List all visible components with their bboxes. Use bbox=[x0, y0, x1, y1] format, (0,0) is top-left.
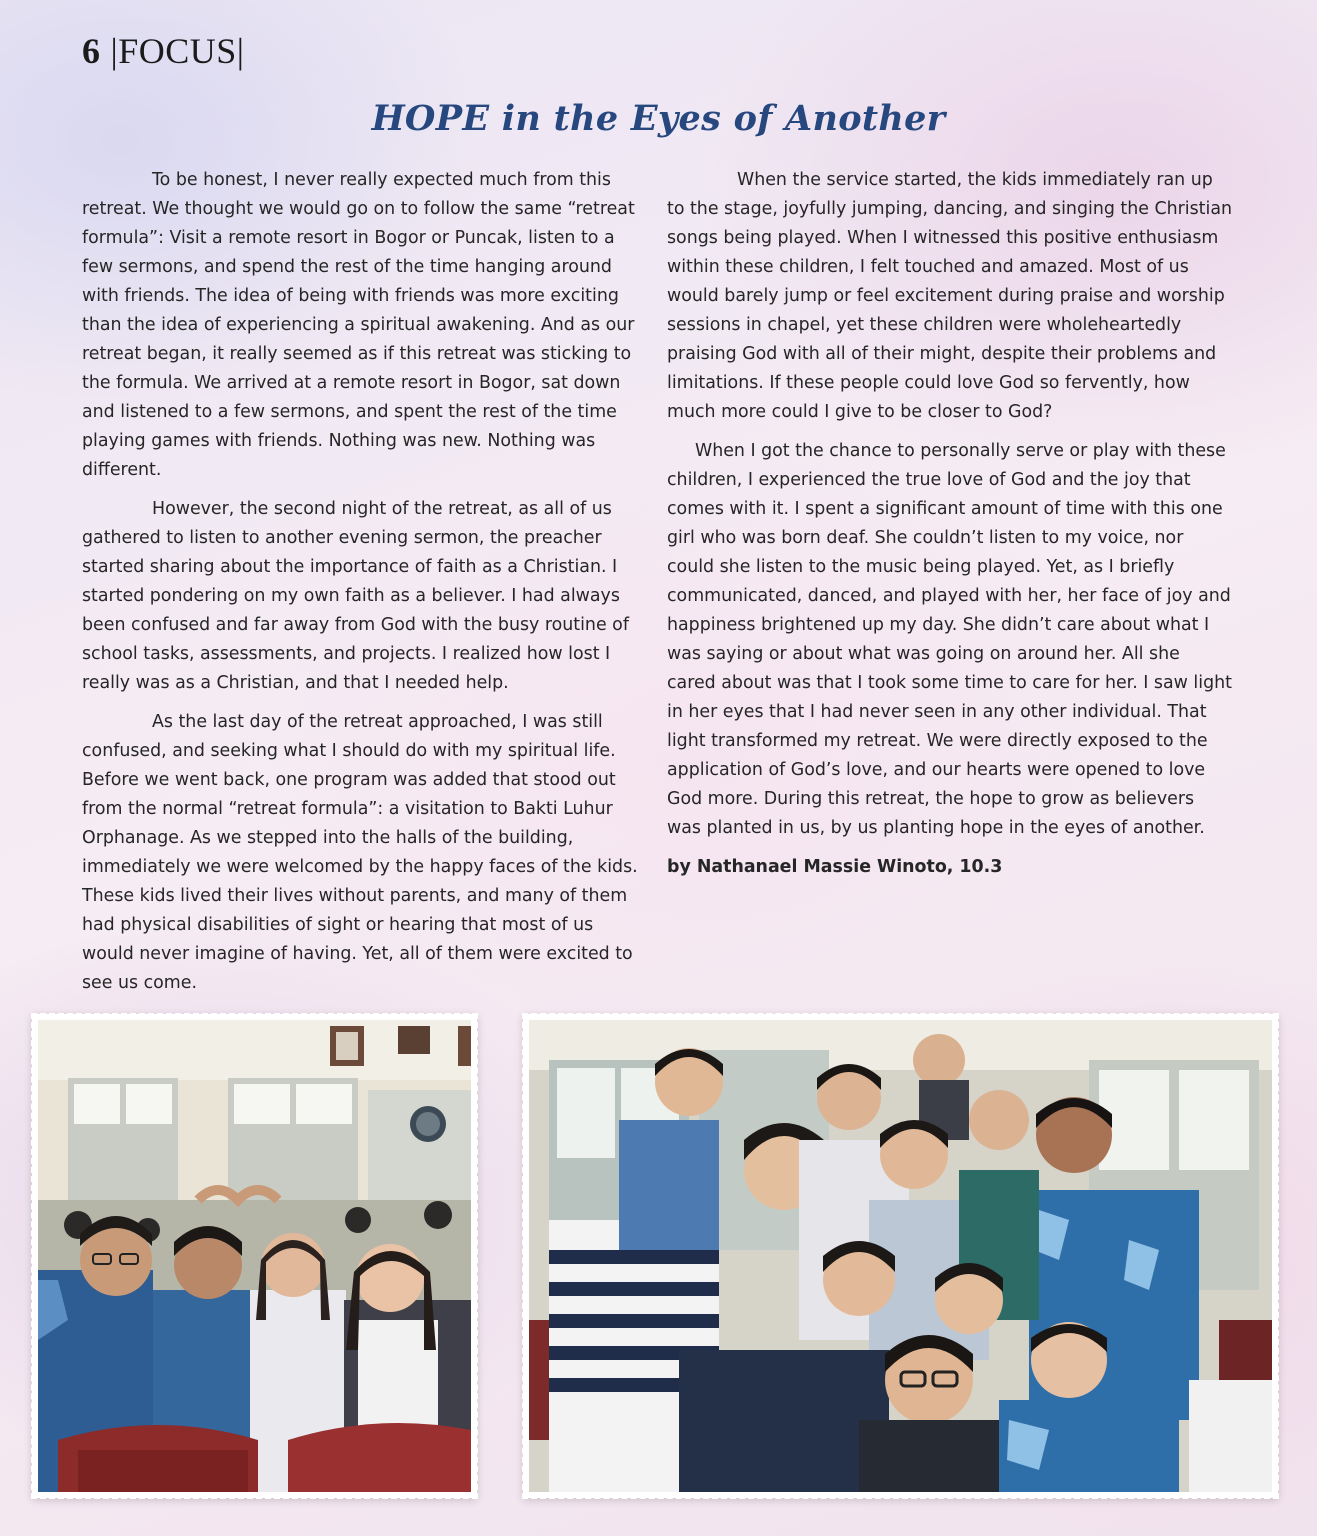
article-paragraph: When I got the chance to personally serve or play with these children, I experienced the true love of God and the joy that comes with it. I spent a significant amount of time with this one girl who was born deaf. She couldn’t listen to my voice, nor could she listen to the music being played. Yet, as I briefly communicated, danced, and played with her, her face of joy and happiness brightened up my day. She didn’t care about what I was saying or about what was going on around her. All she cared about was that I took some time to care for her. I saw light in her eyes that I had never seen in any other individual. That light transformed my retreat. We were directly exposed to the application of God’s love, and our hearts were opened to love God more. During this retreat, the hope to grow as believers was planted in us, by us planting hope in the eyes of another. bbox=[667, 441, 1232, 838]
photo-image bbox=[38, 1020, 471, 1492]
page-number: 6 bbox=[82, 31, 101, 71]
photo-illustration bbox=[529, 1020, 1272, 1492]
photo-illustration bbox=[38, 1020, 471, 1492]
article-paragraph: When the service started, the kids immediately ran up to the stage, joyfully jumping, dancing, and singing the Christian songs being played. When I witnessed this positive enthusiasm within these children, I felt touched and amazed. Most of us would barely jump or feel excitement during praise and worship sessions in chapel, yet these children were wholeheartedly praising God with all of their might, despite their problems and limitations. If these people could love God so fervently, how much more could I give to be closer to God? bbox=[667, 170, 1233, 422]
article-title: HOPE in the Eyes of Another bbox=[371, 98, 946, 139]
photo-image bbox=[529, 1020, 1272, 1492]
article-right-column bbox=[667, 166, 1233, 892]
photo-girls-heart-gesture bbox=[32, 1014, 477, 1498]
photo-boys-group bbox=[523, 1014, 1278, 1498]
article-left-column bbox=[82, 166, 640, 1008]
article-paragraph: However, the second night of the retreat, as all of us gathered to listen to another evening sermon, the preacher started sharing about the importance of faith as a Christian. I started pondering on my own faith as a believer. I had always been confused and far away from God with the busy routine of school tasks, assessments, and projects. I realized how lost I really was as a Christian, and that I needed help. bbox=[82, 499, 629, 693]
section-label: |FOCUS| bbox=[110, 31, 245, 71]
article-paragraph: To be honest, I never really expected much from this retreat. We thought we would go on to follow the same “retreat formula”: Visit a remote resort in Bogor or Puncak, listen to a few sermons, and spend the rest of the time hanging around with friends. The idea of being with friends was more exciting than the idea of experiencing a spiritual awakening. And as our retreat began, it really seemed as if this retreat was sticking to the formula. We arrived at a remote resort in Bogor, sat down and listened to a few sermons, and spent the rest of the time playing games with friends. Nothing was new. Nothing was different. bbox=[82, 170, 635, 480]
page-header bbox=[82, 30, 244, 72]
article-paragraph: As the last day of the retreat approached, I was still confused, and seeking what I should do with my spiritual life. Before we went back, one program was added that stood out from the normal “retreat formula”: a visitation to Bakti Luhur Orphanage. As we stepped into the halls of the building, immediately we were welcomed by the happy faces of the kids. These kids lived their lives without parents, and many of them had physical disabilities of sight or hearing that most of us would never imagine of having. Yet, all of them were excited to see us come. bbox=[82, 712, 638, 993]
article-byline: by Nathanael Massie Winoto, 10.3 bbox=[667, 857, 1003, 877]
